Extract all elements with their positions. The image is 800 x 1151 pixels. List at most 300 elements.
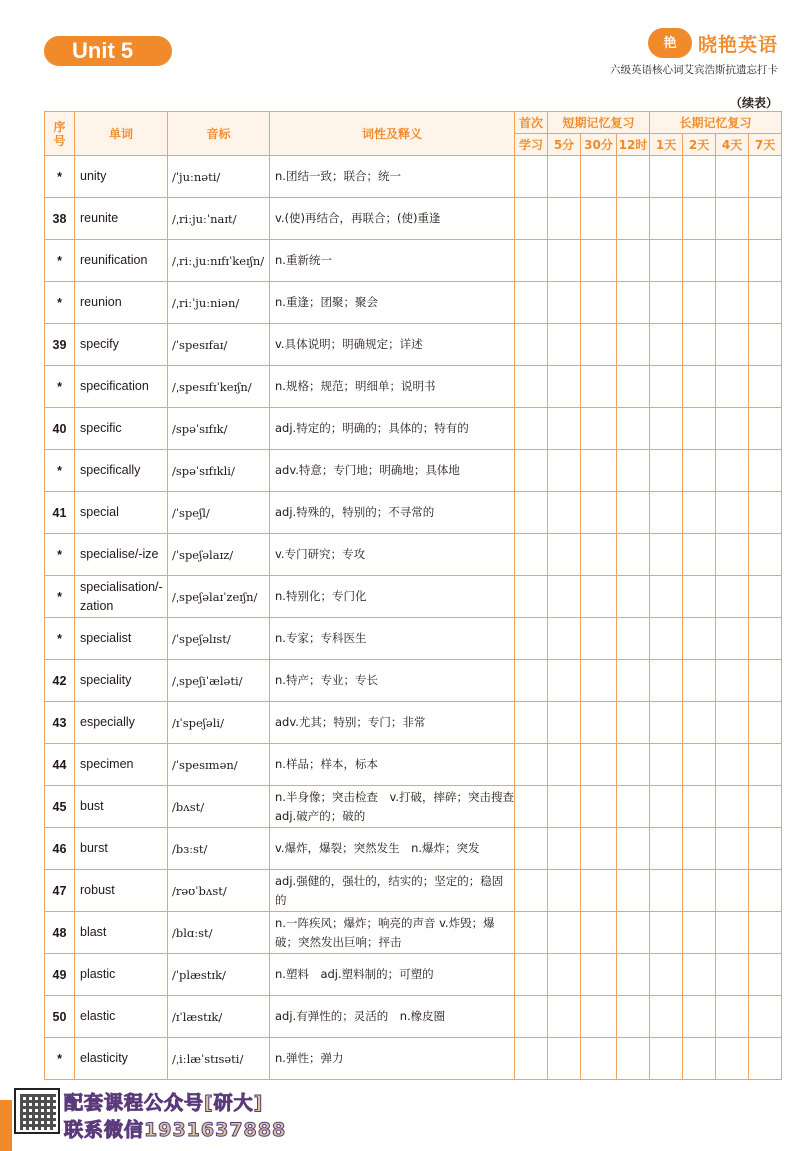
table-row [45, 786, 782, 828]
review-checkbox-cell[interactable] [716, 870, 749, 912]
row-number: 45 [45, 786, 75, 828]
review-checkbox-cell[interactable] [617, 534, 650, 576]
review-checkbox-cell[interactable] [548, 618, 581, 660]
row-pronunciation: /blɑːst/ [168, 912, 270, 954]
table-row [45, 492, 782, 534]
review-checkbox-cell[interactable] [548, 282, 581, 324]
review-checkbox-cell[interactable] [683, 576, 716, 618]
row-number: * [45, 282, 75, 324]
review-checkbox-cell[interactable] [683, 618, 716, 660]
brand [648, 28, 778, 58]
row-word: special [75, 492, 168, 534]
review-checkbox-cell[interactable] [716, 702, 749, 744]
review-checkbox-cell[interactable] [515, 450, 548, 492]
review-checkbox-cell[interactable] [581, 702, 617, 744]
table-row [45, 954, 782, 996]
review-checkbox-cell[interactable] [581, 450, 617, 492]
review-checkbox-cell[interactable] [515, 660, 548, 702]
page-edge-tab [0, 1100, 12, 1151]
review-checkbox-cell[interactable] [749, 786, 782, 828]
row-definition: n.规格；规范；明细单；说明书 [270, 366, 515, 408]
review-checkbox-cell[interactable] [683, 240, 716, 282]
review-checkbox-cell[interactable] [683, 324, 716, 366]
header-2day: 2天 [683, 134, 716, 156]
review-checkbox-cell[interactable] [749, 324, 782, 366]
review-checkbox-cell[interactable] [548, 156, 581, 198]
row-word: specific [75, 408, 168, 450]
review-checkbox-cell[interactable] [749, 618, 782, 660]
review-checkbox-cell[interactable] [581, 786, 617, 828]
row-pronunciation: /ˈplæstɪk/ [168, 954, 270, 996]
review-checkbox-cell[interactable] [617, 828, 650, 870]
row-definition: n.塑料 adj.塑料制的；可塑的 [270, 954, 515, 996]
row-definition: n.重新统一 [270, 240, 515, 282]
review-checkbox-cell[interactable] [548, 240, 581, 282]
row-definition: n.特产；专业；专长 [270, 660, 515, 702]
review-checkbox-cell[interactable] [650, 996, 683, 1038]
row-word: elastic [75, 996, 168, 1038]
review-checkbox-cell[interactable] [749, 870, 782, 912]
table-row [45, 324, 782, 366]
review-checkbox-cell[interactable] [617, 324, 650, 366]
row-pronunciation: /ˌspeʃiˈæləti/ [168, 660, 270, 702]
row-word: reunite [75, 198, 168, 240]
review-checkbox-cell[interactable] [650, 156, 683, 198]
header-30min: 30分 [581, 134, 617, 156]
row-number: * [45, 618, 75, 660]
review-checkbox-cell[interactable] [515, 324, 548, 366]
header-first-top: 首次 [515, 112, 548, 134]
review-checkbox-cell[interactable] [581, 324, 617, 366]
row-number: 49 [45, 954, 75, 996]
review-checkbox-cell[interactable] [716, 366, 749, 408]
review-checkbox-cell[interactable] [617, 912, 650, 954]
row-pronunciation: /ˌiːlæˈstɪsəti/ [168, 1038, 270, 1080]
continued-label: （续表） [729, 96, 778, 110]
header-long-term: 长期记忆复习 [650, 112, 782, 134]
review-checkbox-cell[interactable] [650, 702, 683, 744]
row-word: bust [75, 786, 168, 828]
review-checkbox-cell[interactable] [716, 492, 749, 534]
review-checkbox-cell[interactable] [515, 744, 548, 786]
row-pronunciation: /ˌriːˈjuːniən/ [168, 282, 270, 324]
row-definition: v.爆炸，爆裂；突然发生 n.爆炸；突发 [270, 828, 515, 870]
review-checkbox-cell[interactable] [581, 996, 617, 1038]
row-pronunciation: /ˈspesɪmən/ [168, 744, 270, 786]
header-pron: 音标 [168, 112, 270, 156]
review-checkbox-cell[interactable] [650, 534, 683, 576]
row-definition: v.专门研究；专攻 [270, 534, 515, 576]
review-checkbox-cell[interactable] [716, 786, 749, 828]
review-checkbox-cell[interactable] [716, 408, 749, 450]
review-checkbox-cell[interactable] [683, 870, 716, 912]
review-checkbox-cell[interactable] [581, 198, 617, 240]
review-checkbox-cell[interactable] [548, 954, 581, 996]
review-checkbox-cell[interactable] [749, 156, 782, 198]
table-row [45, 996, 782, 1038]
row-word: specify [75, 324, 168, 366]
row-number: 43 [45, 702, 75, 744]
row-word: specialisation/-zation [75, 576, 168, 618]
review-checkbox-cell[interactable] [548, 1038, 581, 1080]
review-checkbox-cell[interactable] [548, 912, 581, 954]
row-definition: n.专家；专科医生 [270, 618, 515, 660]
row-pronunciation: /bɜːst/ [168, 828, 270, 870]
review-checkbox-cell[interactable] [683, 744, 716, 786]
review-checkbox-cell[interactable] [716, 282, 749, 324]
review-checkbox-cell[interactable] [650, 660, 683, 702]
row-number: * [45, 156, 75, 198]
row-word: robust [75, 870, 168, 912]
review-checkbox-cell[interactable] [749, 912, 782, 954]
row-number: 47 [45, 870, 75, 912]
row-pronunciation: /ˌspesɪfɪˈkeɪʃn/ [168, 366, 270, 408]
review-checkbox-cell[interactable] [650, 492, 683, 534]
review-checkbox-cell[interactable] [515, 912, 548, 954]
review-checkbox-cell[interactable] [683, 534, 716, 576]
review-checkbox-cell[interactable] [650, 828, 683, 870]
row-number: 42 [45, 660, 75, 702]
review-checkbox-cell[interactable] [716, 198, 749, 240]
row-pronunciation: /ˈspeʃəlaɪz/ [168, 534, 270, 576]
review-checkbox-cell[interactable] [515, 702, 548, 744]
review-checkbox-cell[interactable] [515, 492, 548, 534]
vocab-table [44, 111, 782, 1080]
review-checkbox-cell[interactable] [515, 282, 548, 324]
review-checkbox-cell[interactable] [515, 156, 548, 198]
review-checkbox-cell[interactable] [716, 744, 749, 786]
row-word: unity [75, 156, 168, 198]
header-4day: 4天 [716, 134, 749, 156]
row-number: * [45, 366, 75, 408]
review-checkbox-cell[interactable] [515, 828, 548, 870]
review-checkbox-cell[interactable] [581, 366, 617, 408]
review-checkbox-cell[interactable] [617, 450, 650, 492]
table-row [45, 870, 782, 912]
review-checkbox-cell[interactable] [581, 576, 617, 618]
row-word: specialist [75, 618, 168, 660]
review-checkbox-cell[interactable] [683, 450, 716, 492]
header-5min: 5分 [548, 134, 581, 156]
row-number: * [45, 240, 75, 282]
review-checkbox-cell[interactable] [716, 660, 749, 702]
row-word: specifically [75, 450, 168, 492]
review-checkbox-cell[interactable] [515, 534, 548, 576]
review-checkbox-cell[interactable] [716, 996, 749, 1038]
row-pronunciation: /ɪˈspeʃəli/ [168, 702, 270, 744]
brand-name: 晓艳英语 [697, 33, 778, 56]
review-checkbox-cell[interactable] [548, 786, 581, 828]
header-num: 序号 [45, 112, 75, 156]
review-checkbox-cell[interactable] [683, 996, 716, 1038]
review-checkbox-cell[interactable] [548, 492, 581, 534]
review-checkbox-cell[interactable] [650, 954, 683, 996]
review-checkbox-cell[interactable] [617, 198, 650, 240]
review-checkbox-cell[interactable] [548, 660, 581, 702]
review-checkbox-cell[interactable] [650, 912, 683, 954]
row-pronunciation: /spəˈsɪfɪk/ [168, 408, 270, 450]
row-word: specification [75, 366, 168, 408]
row-word: elasticity [75, 1038, 168, 1080]
header-7day: 7天 [749, 134, 782, 156]
review-checkbox-cell[interactable] [515, 618, 548, 660]
row-definition: n.弹性；弹力 [270, 1038, 515, 1080]
row-pronunciation: /ˈspeʃəlɪst/ [168, 618, 270, 660]
review-checkbox-cell[interactable] [650, 450, 683, 492]
review-checkbox-cell[interactable] [683, 954, 716, 996]
header-word: 单词 [75, 112, 168, 156]
row-word: reunion [75, 282, 168, 324]
review-checkbox-cell[interactable] [617, 870, 650, 912]
review-checkbox-cell[interactable] [650, 198, 683, 240]
review-checkbox-cell[interactable] [617, 1038, 650, 1080]
review-checkbox-cell[interactable] [548, 450, 581, 492]
review-checkbox-cell[interactable] [683, 282, 716, 324]
review-checkbox-cell[interactable] [650, 786, 683, 828]
review-checkbox-cell[interactable] [617, 660, 650, 702]
row-definition: n.样品；样本，标本 [270, 744, 515, 786]
header-1day: 1天 [650, 134, 683, 156]
review-checkbox-cell[interactable] [749, 408, 782, 450]
review-checkbox-cell[interactable] [515, 1038, 548, 1080]
row-word: specialise/-ize [75, 534, 168, 576]
row-number: 44 [45, 744, 75, 786]
review-checkbox-cell[interactable] [749, 282, 782, 324]
table-row [45, 618, 782, 660]
review-checkbox-cell[interactable] [515, 954, 548, 996]
review-checkbox-cell[interactable] [515, 240, 548, 282]
header-12h: 12时 [617, 134, 650, 156]
review-checkbox-cell[interactable] [749, 366, 782, 408]
review-checkbox-cell[interactable] [617, 618, 650, 660]
review-checkbox-cell[interactable] [683, 660, 716, 702]
review-checkbox-cell[interactable] [548, 744, 581, 786]
review-checkbox-cell[interactable] [716, 534, 749, 576]
table-row [45, 408, 782, 450]
review-checkbox-cell[interactable] [716, 240, 749, 282]
review-checkbox-cell[interactable] [548, 870, 581, 912]
table-row [45, 576, 782, 618]
review-checkbox-cell[interactable] [548, 408, 581, 450]
review-checkbox-cell[interactable] [617, 702, 650, 744]
review-checkbox-cell[interactable] [548, 198, 581, 240]
row-word: plastic [75, 954, 168, 996]
promo-line-1: 配套课程公众号[研大] [64, 1092, 264, 1114]
review-checkbox-cell[interactable] [617, 492, 650, 534]
table-row [45, 744, 782, 786]
review-checkbox-cell[interactable] [683, 408, 716, 450]
review-checkbox-cell[interactable] [650, 744, 683, 786]
row-number: * [45, 534, 75, 576]
table-row [45, 366, 782, 408]
row-definition: n.半身像；突击检查 v.打破，摔碎；突击搜查 adj.破产的；破的 [270, 786, 515, 828]
row-definition: n.重逢；团聚；聚会 [270, 282, 515, 324]
review-checkbox-cell[interactable] [683, 156, 716, 198]
row-number: * [45, 576, 75, 618]
row-definition: v.具体说明；明确规定；详述 [270, 324, 515, 366]
review-checkbox-cell[interactable] [581, 156, 617, 198]
review-checkbox-cell[interactable] [617, 954, 650, 996]
review-checkbox-cell[interactable] [683, 366, 716, 408]
review-checkbox-cell[interactable] [617, 156, 650, 198]
review-checkbox-cell[interactable] [581, 618, 617, 660]
review-checkbox-cell[interactable] [749, 198, 782, 240]
review-checkbox-cell[interactable] [749, 576, 782, 618]
review-checkbox-cell[interactable] [581, 828, 617, 870]
review-checkbox-cell[interactable] [581, 870, 617, 912]
row-pronunciation: /ˌriːˌjuːnɪfɪˈkeɪʃn/ [168, 240, 270, 282]
review-checkbox-cell[interactable] [515, 576, 548, 618]
row-definition: adj.特定的；明确的；具体的；特有的 [270, 408, 515, 450]
qr-code-icon [14, 1088, 60, 1134]
review-checkbox-cell[interactable] [617, 282, 650, 324]
review-checkbox-cell[interactable] [617, 576, 650, 618]
review-checkbox-cell[interactable] [515, 870, 548, 912]
review-checkbox-cell[interactable] [548, 366, 581, 408]
review-checkbox-cell[interactable] [749, 702, 782, 744]
row-number: 41 [45, 492, 75, 534]
row-number: * [45, 1038, 75, 1080]
table-row [45, 156, 782, 198]
row-definition: adj.有弹性的；灵活的 n.橡皮圈 [270, 996, 515, 1038]
review-checkbox-cell[interactable] [683, 198, 716, 240]
unit-badge: Unit 5 [44, 36, 172, 66]
header-short-term: 短期记忆复习 [548, 112, 650, 134]
review-checkbox-cell[interactable] [749, 660, 782, 702]
review-checkbox-cell[interactable] [581, 912, 617, 954]
row-number: 39 [45, 324, 75, 366]
row-word: reunification [75, 240, 168, 282]
review-checkbox-cell[interactable] [650, 282, 683, 324]
review-checkbox-cell[interactable] [683, 1038, 716, 1080]
promo-text [64, 1090, 286, 1144]
table-row [45, 912, 782, 954]
brand-logo-icon: 艳 [648, 28, 692, 58]
book-subtitle: 六级英语核心词艾宾浩斯抗遗忘打卡 [610, 64, 778, 76]
review-checkbox-cell[interactable] [749, 1038, 782, 1080]
review-checkbox-cell[interactable] [716, 324, 749, 366]
row-pronunciation: /ˌriːjuːˈnaɪt/ [168, 198, 270, 240]
review-checkbox-cell[interactable] [548, 324, 581, 366]
review-checkbox-cell[interactable] [581, 744, 617, 786]
row-definition: n.特别化；专门化 [270, 576, 515, 618]
row-number: 40 [45, 408, 75, 450]
review-checkbox-cell[interactable] [716, 576, 749, 618]
row-definition: adj.强健的，强壮的，结实的；坚定的；稳固的 [270, 870, 515, 912]
review-checkbox-cell[interactable] [548, 576, 581, 618]
row-number: 50 [45, 996, 75, 1038]
review-checkbox-cell[interactable] [716, 912, 749, 954]
review-checkbox-cell[interactable] [581, 408, 617, 450]
review-checkbox-cell[interactable] [548, 828, 581, 870]
review-checkbox-cell[interactable] [650, 618, 683, 660]
review-checkbox-cell[interactable] [716, 156, 749, 198]
row-pronunciation: /ɪˈlæstɪk/ [168, 996, 270, 1038]
review-checkbox-cell[interactable] [515, 198, 548, 240]
row-pronunciation: /spəˈsɪfɪkli/ [168, 450, 270, 492]
review-checkbox-cell[interactable] [650, 366, 683, 408]
review-checkbox-cell[interactable] [749, 996, 782, 1038]
review-checkbox-cell[interactable] [548, 996, 581, 1038]
review-checkbox-cell[interactable] [617, 744, 650, 786]
review-checkbox-cell[interactable] [515, 366, 548, 408]
review-checkbox-cell[interactable] [683, 492, 716, 534]
review-checkbox-cell[interactable] [581, 954, 617, 996]
row-number: 46 [45, 828, 75, 870]
row-word: especially [75, 702, 168, 744]
review-checkbox-cell[interactable] [650, 240, 683, 282]
review-checkbox-cell[interactable] [515, 996, 548, 1038]
review-checkbox-cell[interactable] [650, 870, 683, 912]
review-checkbox-cell[interactable] [749, 954, 782, 996]
table-row [45, 240, 782, 282]
review-checkbox-cell[interactable] [581, 282, 617, 324]
row-definition: n.团结一致；联合；统一 [270, 156, 515, 198]
row-word: speciality [75, 660, 168, 702]
review-checkbox-cell[interactable] [749, 828, 782, 870]
row-number: 48 [45, 912, 75, 954]
row-definition: v.(使)再结合，再联合；(使)重逢 [270, 198, 515, 240]
header-first-bottom: 学习 [515, 134, 548, 156]
review-checkbox-cell[interactable] [617, 240, 650, 282]
table-row [45, 660, 782, 702]
review-checkbox-cell[interactable] [716, 618, 749, 660]
row-pronunciation: /ˈjuːnəti/ [168, 156, 270, 198]
review-checkbox-cell[interactable] [683, 702, 716, 744]
review-checkbox-cell[interactable] [716, 954, 749, 996]
review-checkbox-cell[interactable] [749, 492, 782, 534]
review-checkbox-cell[interactable] [650, 1038, 683, 1080]
review-checkbox-cell[interactable] [581, 1038, 617, 1080]
table-row [45, 282, 782, 324]
row-definition: n.一阵疾风；爆炸；响亮的声音 v.炸毁；爆破；突然发出巨响；抨击 [270, 912, 515, 954]
review-checkbox-cell[interactable] [716, 828, 749, 870]
row-number: * [45, 450, 75, 492]
review-checkbox-cell[interactable] [749, 240, 782, 282]
review-checkbox-cell[interactable] [515, 408, 548, 450]
review-checkbox-cell[interactable] [749, 744, 782, 786]
review-checkbox-cell[interactable] [548, 534, 581, 576]
row-pronunciation: /bʌst/ [168, 786, 270, 828]
row-word: specimen [75, 744, 168, 786]
review-checkbox-cell[interactable] [581, 660, 617, 702]
review-checkbox-cell[interactable] [749, 450, 782, 492]
row-definition: adv.特意；专门地；明确地；具体地 [270, 450, 515, 492]
review-checkbox-cell[interactable] [716, 1038, 749, 1080]
table-row [45, 828, 782, 870]
review-checkbox-cell[interactable] [716, 450, 749, 492]
review-checkbox-cell[interactable] [581, 492, 617, 534]
review-checkbox-cell[interactable] [548, 702, 581, 744]
review-checkbox-cell[interactable] [683, 828, 716, 870]
review-checkbox-cell[interactable] [650, 408, 683, 450]
row-pronunciation: /ˌspeʃəlaɪˈzeɪʃn/ [168, 576, 270, 618]
review-checkbox-cell[interactable] [581, 534, 617, 576]
table-row [45, 702, 782, 744]
review-checkbox-cell[interactable] [650, 324, 683, 366]
review-checkbox-cell[interactable] [617, 996, 650, 1038]
row-word: burst [75, 828, 168, 870]
review-checkbox-cell[interactable] [683, 786, 716, 828]
review-checkbox-cell[interactable] [650, 576, 683, 618]
review-checkbox-cell[interactable] [617, 408, 650, 450]
review-checkbox-cell[interactable] [683, 912, 716, 954]
review-checkbox-cell[interactable] [581, 240, 617, 282]
row-pronunciation: /rəʊˈbʌst/ [168, 870, 270, 912]
review-checkbox-cell[interactable] [617, 786, 650, 828]
review-checkbox-cell[interactable] [749, 534, 782, 576]
review-checkbox-cell[interactable] [617, 366, 650, 408]
